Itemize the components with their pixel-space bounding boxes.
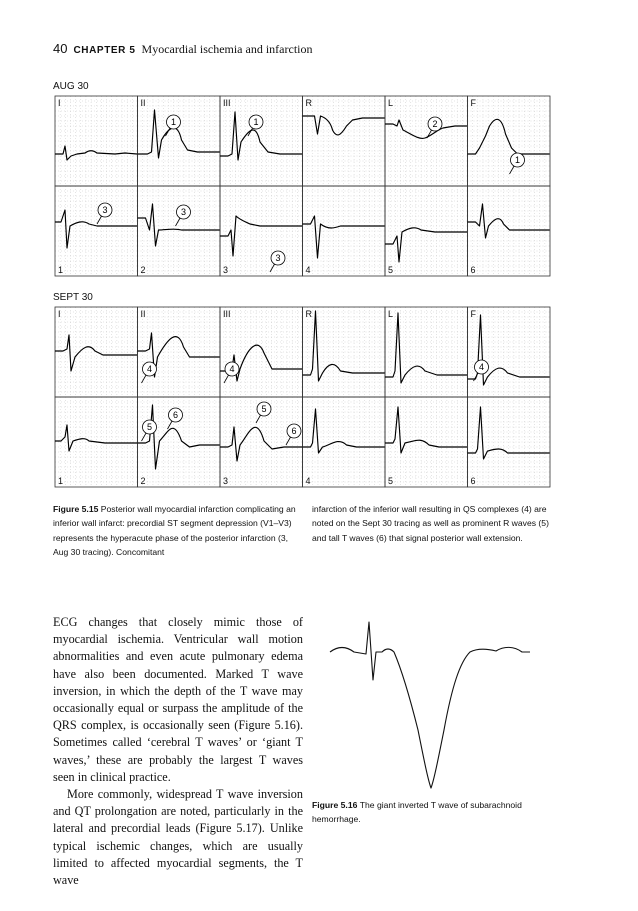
figure-5-16-label: Figure 5.16 — [312, 800, 358, 810]
ecg-lead-cell — [55, 186, 138, 276]
ecg-lead-cell — [468, 186, 551, 276]
callout-marker — [474, 360, 489, 381]
ecg-panel-sept-30 — [53, 305, 553, 505]
ecg-grid — [55, 96, 550, 276]
body-paragraph: More commonly, widespread T wave inversion and QT prolongation are noted, particularly in the lateral and precordial leads (Figure 5.17). Unlike typical ischemic changes, which are usually limited to affected myocardial segments, the T wave — [53, 787, 303, 888]
ecg-lead-cell — [138, 307, 221, 397]
lead-label: 5 — [388, 265, 394, 275]
ecg-trace — [303, 409, 385, 453]
ecg-lead-cell — [55, 397, 138, 487]
lead-label: 4 — [305, 265, 311, 275]
lead-label: 1 — [58, 265, 64, 275]
lead-label: F — [470, 98, 476, 108]
lead-label: L — [388, 309, 394, 319]
ecg-lead-cell — [220, 186, 303, 276]
ecg-lead-cell — [385, 397, 468, 487]
lead-label: I — [58, 98, 61, 108]
ecg-trace — [303, 311, 385, 381]
ecg-lead-cell — [468, 96, 551, 186]
ecg-trace — [303, 216, 385, 258]
lead-label: L — [388, 98, 394, 108]
ecg-trace — [468, 407, 550, 459]
callout-number: 1 — [514, 155, 521, 166]
ecg-lead-cell — [55, 307, 138, 397]
lead-label: 5 — [388, 476, 394, 486]
ecg-trace — [55, 335, 137, 371]
callout-number: 5 — [146, 422, 153, 433]
lead-label: 6 — [470, 265, 476, 275]
lead-label: 3 — [223, 476, 229, 486]
lead-label: F — [470, 309, 476, 319]
ecg-trace — [468, 315, 550, 385]
lead-label: R — [305, 98, 312, 108]
lead-label: III — [223, 309, 231, 319]
ecg-lead-cell — [220, 96, 303, 186]
ecg-trace — [55, 210, 137, 248]
figure-5-15-caption-text: Posterior wall myocardial infarction complicating an inferior wall infarct: precordial ST segment depression (V1–V3) represents the hyperacute phase of the posterior infarction (3, Aug 30 tracing). Concomitant — [53, 504, 296, 558]
ecg-lead-cell — [303, 186, 386, 276]
callout-marker — [168, 408, 183, 429]
ecg-lead-cell — [468, 307, 551, 397]
giant-inverted-t-wave-trace — [330, 622, 530, 788]
callout-marker — [270, 251, 285, 272]
callout-marker — [248, 115, 263, 136]
ecg-trace — [385, 120, 467, 138]
ecg-lead-cell — [303, 96, 386, 186]
ecg-trace — [55, 146, 137, 160]
figure-5-15-label: Figure 5.15 — [53, 504, 99, 514]
ecg-lead-cell — [303, 307, 386, 397]
callout-number: 1 — [170, 117, 177, 128]
ecg-grid — [55, 307, 550, 487]
callout-number: 3 — [180, 207, 187, 218]
lead-label: II — [140, 98, 146, 108]
lead-label: 1 — [58, 476, 64, 486]
lead-label: 2 — [140, 476, 146, 486]
callout-number: 4 — [146, 364, 153, 375]
ecg-trace — [385, 407, 467, 453]
figure-5-16-caption — [312, 798, 562, 827]
callout-marker — [142, 362, 157, 383]
ecg-trace — [385, 228, 467, 262]
ecg-lead-cell — [220, 307, 303, 397]
page-number: 40 — [53, 41, 68, 56]
callout-marker — [427, 117, 442, 138]
lead-label: I — [58, 309, 61, 319]
panel-date-sept: SEPT 30 — [53, 292, 93, 303]
ecg-lead-cell — [138, 186, 221, 276]
chapter-label: CHAPTER 5 — [73, 45, 136, 56]
callout-number: 6 — [291, 426, 297, 437]
ecg-lead-cell — [303, 397, 386, 487]
callout-marker — [256, 402, 271, 423]
callout-number: 1 — [253, 117, 259, 128]
lead-label: II — [140, 309, 146, 319]
figure-5-16-giant-t-wave — [320, 620, 580, 800]
callout-number: 5 — [261, 404, 267, 415]
lead-label: R — [305, 309, 312, 319]
ecg-lead-cell — [385, 96, 468, 186]
callout-marker — [176, 205, 191, 226]
lead-label: 6 — [470, 476, 476, 486]
callout-number: 3 — [275, 253, 281, 264]
callout-number: 6 — [172, 410, 179, 421]
ecg-trace — [303, 116, 385, 135]
callout-number: 4 — [478, 362, 485, 373]
figure-5-16-caption-text: The giant inverted T wave of subarachnoid hemorrhage. — [312, 800, 522, 825]
lead-label: III — [223, 98, 231, 108]
callout-number: 2 — [432, 119, 438, 130]
callout-marker — [166, 115, 181, 136]
figure-5-15-caption-left — [53, 502, 299, 560]
ecg-panel-aug-30 — [53, 94, 553, 294]
ecg-trace — [385, 313, 467, 383]
body-paragraph: ECG changes that closely mimic those of myocardial ischemia. Ventricular wall motion abnormalities and even acute pulmonary edema have also been documented. Marked T wave inversion, in which the depth of the T wave may occasionally equal or surpass the amplitude of the QRS complex, is occasionally seen (Figure 5.16). Sometimes called ‘cerebral T waves’ or ‘giant T waves,’ these are probably the largest T waves seen in clinical practice. — [53, 615, 303, 784]
ecg-lead-cell — [385, 186, 468, 276]
running-head — [53, 41, 312, 57]
figure-5-15-caption-right: infarction of the inferior wall resulting in QS complexes (4) are noted on the Sept 30 tracing as well as prominent R waves (5) and tall T waves (6) that signal posterior wall extension. — [312, 504, 549, 543]
panel-date-aug: AUG 30 — [53, 81, 89, 92]
lead-label: 2 — [140, 265, 146, 275]
ecg-lead-cell — [55, 96, 138, 186]
ecg-lead-cell — [468, 397, 551, 487]
body-text — [53, 614, 303, 889]
callout-number: 4 — [229, 364, 235, 375]
callout-number: 3 — [102, 205, 108, 216]
lead-label: 3 — [223, 265, 229, 275]
ecg-trace — [468, 119, 550, 154]
chapter-title: Myocardial ischemia and infarction — [141, 42, 313, 56]
lead-label: 4 — [305, 476, 311, 486]
ecg-lead-cell — [385, 307, 468, 397]
ecg-lead-cell — [138, 96, 221, 186]
